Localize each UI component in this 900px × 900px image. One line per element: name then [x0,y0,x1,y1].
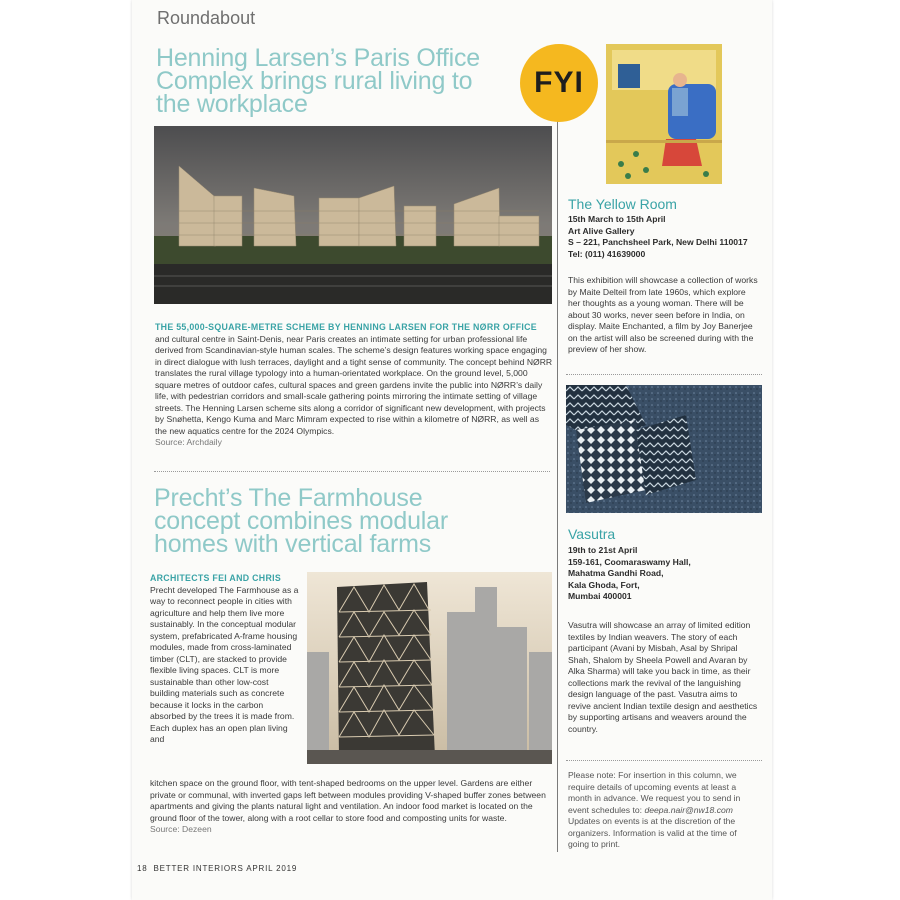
section-heading: Roundabout [157,8,256,28]
event1-dates: 15th March to 15th April [568,214,666,224]
article2-text-narrow: Precht developed The Farmhouse as a way to reconnect people in cities with agriculture and help them live more sustainably. In the conceptual modular system, prefabricated A-frame housing modules, made from cross-laminated timber (CLT), are stacked to provide flexible living spaces. CLT is more sustainable than other low-cost building materials such as concrete because it locks in the carbon absorbed by the trees it is made from. Each duplex has an open plan living and [150,584,299,744]
event2-address-line: Mumbai 400001 [568,591,632,601]
article1-title-line: Henning Larsen’s Paris Office [156,44,481,72]
page-footer [137,864,297,873]
event1-body: This exhibition will showcase a collection of works by Maite Delteil from late 1960s, which explore her thoughts as a young woman. There will be about 30 works, never seen before in India, on display. Maite Enchanted, a film by Joy Banerjee on the artist will also be screened during with the preview of her show. [568,275,758,354]
event2-title: Vasutra [568,526,616,542]
magazine-issue: BETTER INTERIORS APRIL 2019 [153,864,298,873]
article2-title-line: homes with vertical farms [154,530,432,558]
yellow-room-painting [606,44,722,184]
fyi-divider [566,760,762,761]
article1-body [155,322,553,449]
farmhouse-tower-photo [307,572,552,764]
article2-lead: ARCHITECTS FEI AND CHRIS [150,573,282,583]
vasutra-textile-photo [566,385,762,513]
event1-title: The Yellow Room [568,196,677,212]
article1-lead: THE 55,000-SQUARE-METRE SCHEME BY HENNING LARSEN FOR THE NØRR OFFICE [155,322,537,332]
article2-title-line: concept combines modular [154,507,448,535]
article1-title [156,44,536,118]
insertion-note [568,770,758,851]
event2-dates: 19th to 21st April [568,545,638,555]
event2-info [568,545,691,603]
event1-venue: Art Alive Gallery [568,225,635,236]
event1-info [568,214,748,260]
article2-text-wide: kitchen space on the ground floor, with tent-shaped bedrooms on the upper level. Gardens are either private or communal, with inverted gaps left between modules providing V-shaped buffer zones between apartments and giving the plants natural light and ventilation. An indoor food market is located on the ground floor of the tower, along with a root cellar to store food and composting units for waste. [150,778,546,823]
article2-title-line: Precht’s The Farmhouse [154,484,423,512]
page-number: 18 [137,864,148,873]
fyi-divider [566,374,762,375]
fyi-badge: FYI [520,44,598,122]
article1-title-line: the workplace [156,90,308,118]
note-email-link[interactable]: deepa.nair@nw18.com [644,804,733,815]
article1-title-line: Complex brings rural living to [156,67,473,95]
office-complex-photo [154,126,552,304]
event2-address-line: Kala Ghoda, Fort, [568,579,640,590]
column-divider [557,92,558,852]
magazine-page [132,0,772,900]
article2-body-wide [150,778,552,836]
event2-body: Vasutra will showcase an array of limited edition textiles by Indian weavers. The story of each participant (Avani by Misbah, Asal by Shripal Shah, Shalom by Sheela Powell and Avaran by Alka Sharma) will take you back in time, as their collections mark the revival of the languishing design language of the past. Vasutra aims to revive ancient Indian textile design and aesthetics by supporting artisans and weavers around the country. [568,620,758,734]
event2-address-line: Mahatma Gandhi Road, [568,568,664,578]
event2-address-line: 159-161, Coomaraswamy Hall, [568,556,691,567]
note-text: Please note: For insertion in this column, we require details of upcoming events at least a month in advance. We request you to send in event schedules to: [568,770,741,815]
article1-text: and cultural centre in Saint-Denis, near Paris creates an intimate setting for urban professional life derived from Scandinavian-style human scales. The scheme’s design features working space engaging in direct dialogue with lush terraces, daylight and a tight sense of community. The concept behind NØRR translates the rural village typology into a human-orientated workplace. On the ground level, 5,000 square metres of outdoor cafes, cultural spaces and green gardens invite the public into NØRR’s daily life, with pedestrian corridors and small-scale gathering points mirroring the intimate setting of village streets. The Henning Larsen scheme sits along a corridor of significant new development, with projects by Snøhetta, Kengo Kuma and Marc Mimram expected to rise within a kilometre of NØRR, as well as the new aquatics centre for the 2024 Olympics. [155,333,553,436]
note-text: Updates on events is at the discretion of the organizers. Information is valid at the time of going to print. [568,816,737,849]
event1-phone: Tel: (011) 41639000 [568,248,646,259]
article2-source: Source: Dezeen [150,824,212,834]
article-divider [154,471,550,472]
article2-body-narrow [150,573,300,746]
article1-source: Source: Archdaily [155,437,222,447]
article2-title [154,484,534,558]
event1-address: S – 221, Panchsheel Park, New Delhi 110017 [568,237,748,247]
